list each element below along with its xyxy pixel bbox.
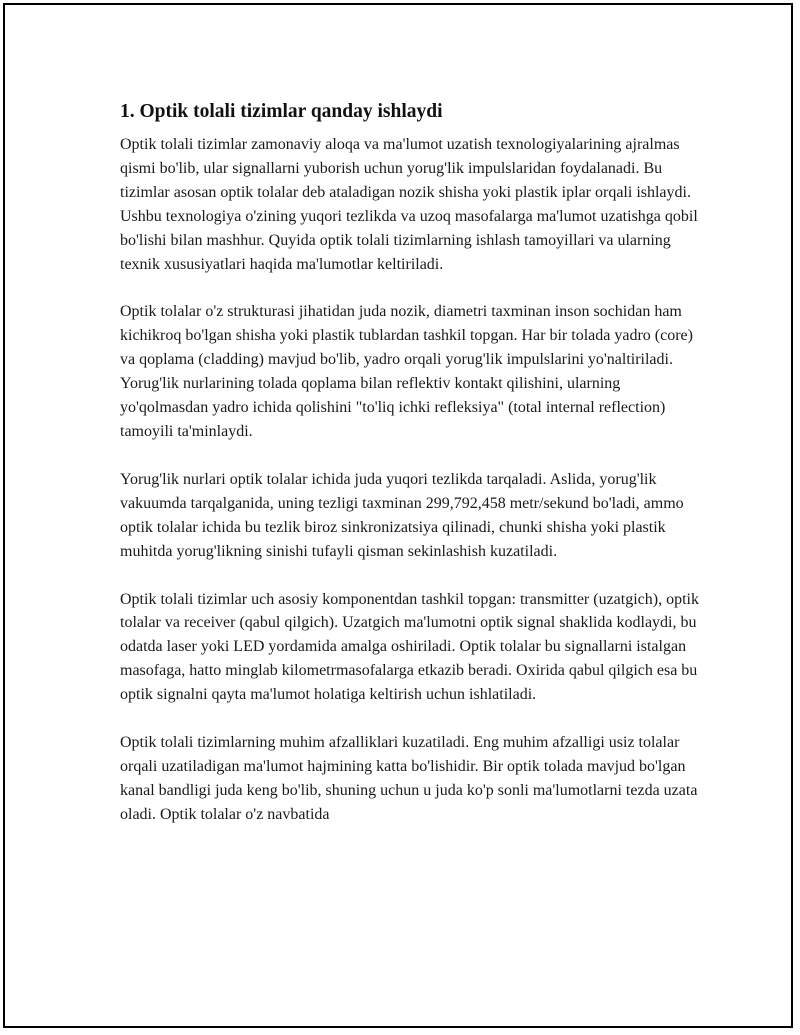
document-page: [3, 3, 793, 1028]
paragraph-1: Optik tolali tizimlar zamonaviy aloqa va ma'lumot uzatish texnologiyalarining ajralmas qismi bo'lib, ular signallarni yuborish uchun yorug'lik impulslaridan foydalanadi. Bu tizimlar asosan optik tolalar deb ataladigan nozik shisha yoki plastik iplar orqali ishlaydi. Ushbu texnologiya o'zining yuqori tezlikda va uzoq masofalarga ma'lumot uzatishga qobil bo'lishi bilan mashhur. Quyida optik tolali tizimlarning ishlash tamoyillari va ularning texnik xususiyatlari haqida ma'lumotlar keltiriladi.: [120, 136, 698, 273]
paragraph-2: Optik tolalar o'z strukturasi jihatidan juda nozik, diametri taxminan inson sochidan ham kichikroq bo'lgan shisha yoki plastik tublardan tashkil topgan. Har bir tolada yadro (core) va qoplama (cladding) mavjud bo'lib, yadro orqali yorug'lik impulslarini yo'naltiriladi. Yorug'lik nurlarining tolada qoplama bilan reflektiv kontakt qilishini, ularning yo'qolmasdan yadro ichida qolishini "to'liq ichki refleksiya" (total internal reflection) tamoyili ta'minlaydi.: [120, 303, 693, 440]
paragraph-4: Optik tolali tizimlar uch asosiy komponentdan tashkil topgan: transmitter (uzatgich), optik tolalar va receiver (qabul qilgich). Uzatgich ma'lumotni optik signal shaklida kodlaydi, bu odatda laser yoki LED yordamida amalga oshiriladi. Optik tolalar bu signallarni istalgan masofaga, hatto minglab kilometrmasofalarga etkazib beradi. Oxirida qabul qilgich esa bu optik signalni qayta ma'lumot holatiga keltirish uchun ishlatiladi.: [120, 590, 699, 704]
paragraph-3: Yorug'lik nurlari optik tolalar ichida juda yuqori tezlikda tarqaladi. Aslida, yorug'lik vakuumda tarqalganida, uning tezligi taxminan 299,792,458 metr/sekund bo'ladi, ammo optik tolalar ichida bu tezlik biroz sinkronizatsiya qilinadi, chunki shisha yoki plastik muhitda yorug'likning sinishi tufayli qisman sekinlashish kuzatiladi.: [120, 470, 684, 560]
document-content: [120, 100, 700, 851]
paragraph-5: Optik tolali tizimlarning muhim afzalliklari kuzatiladi. Eng muhim afzalligi usiz tolalar orqali uzatiladigan ma'lumot hajmining katta bo'lishidir. Bir optik tolada mavjud bo'lgan kanal bandligi juda keng bo'lib, shuning uchun u juda ko'p sonli ma'lumotlarni tezda uzata oladi. Optik tolalar o'z navbatida: [120, 734, 698, 823]
section-heading: 1. Optik tolali tizimlar qanday ishlaydi: [120, 101, 443, 122]
